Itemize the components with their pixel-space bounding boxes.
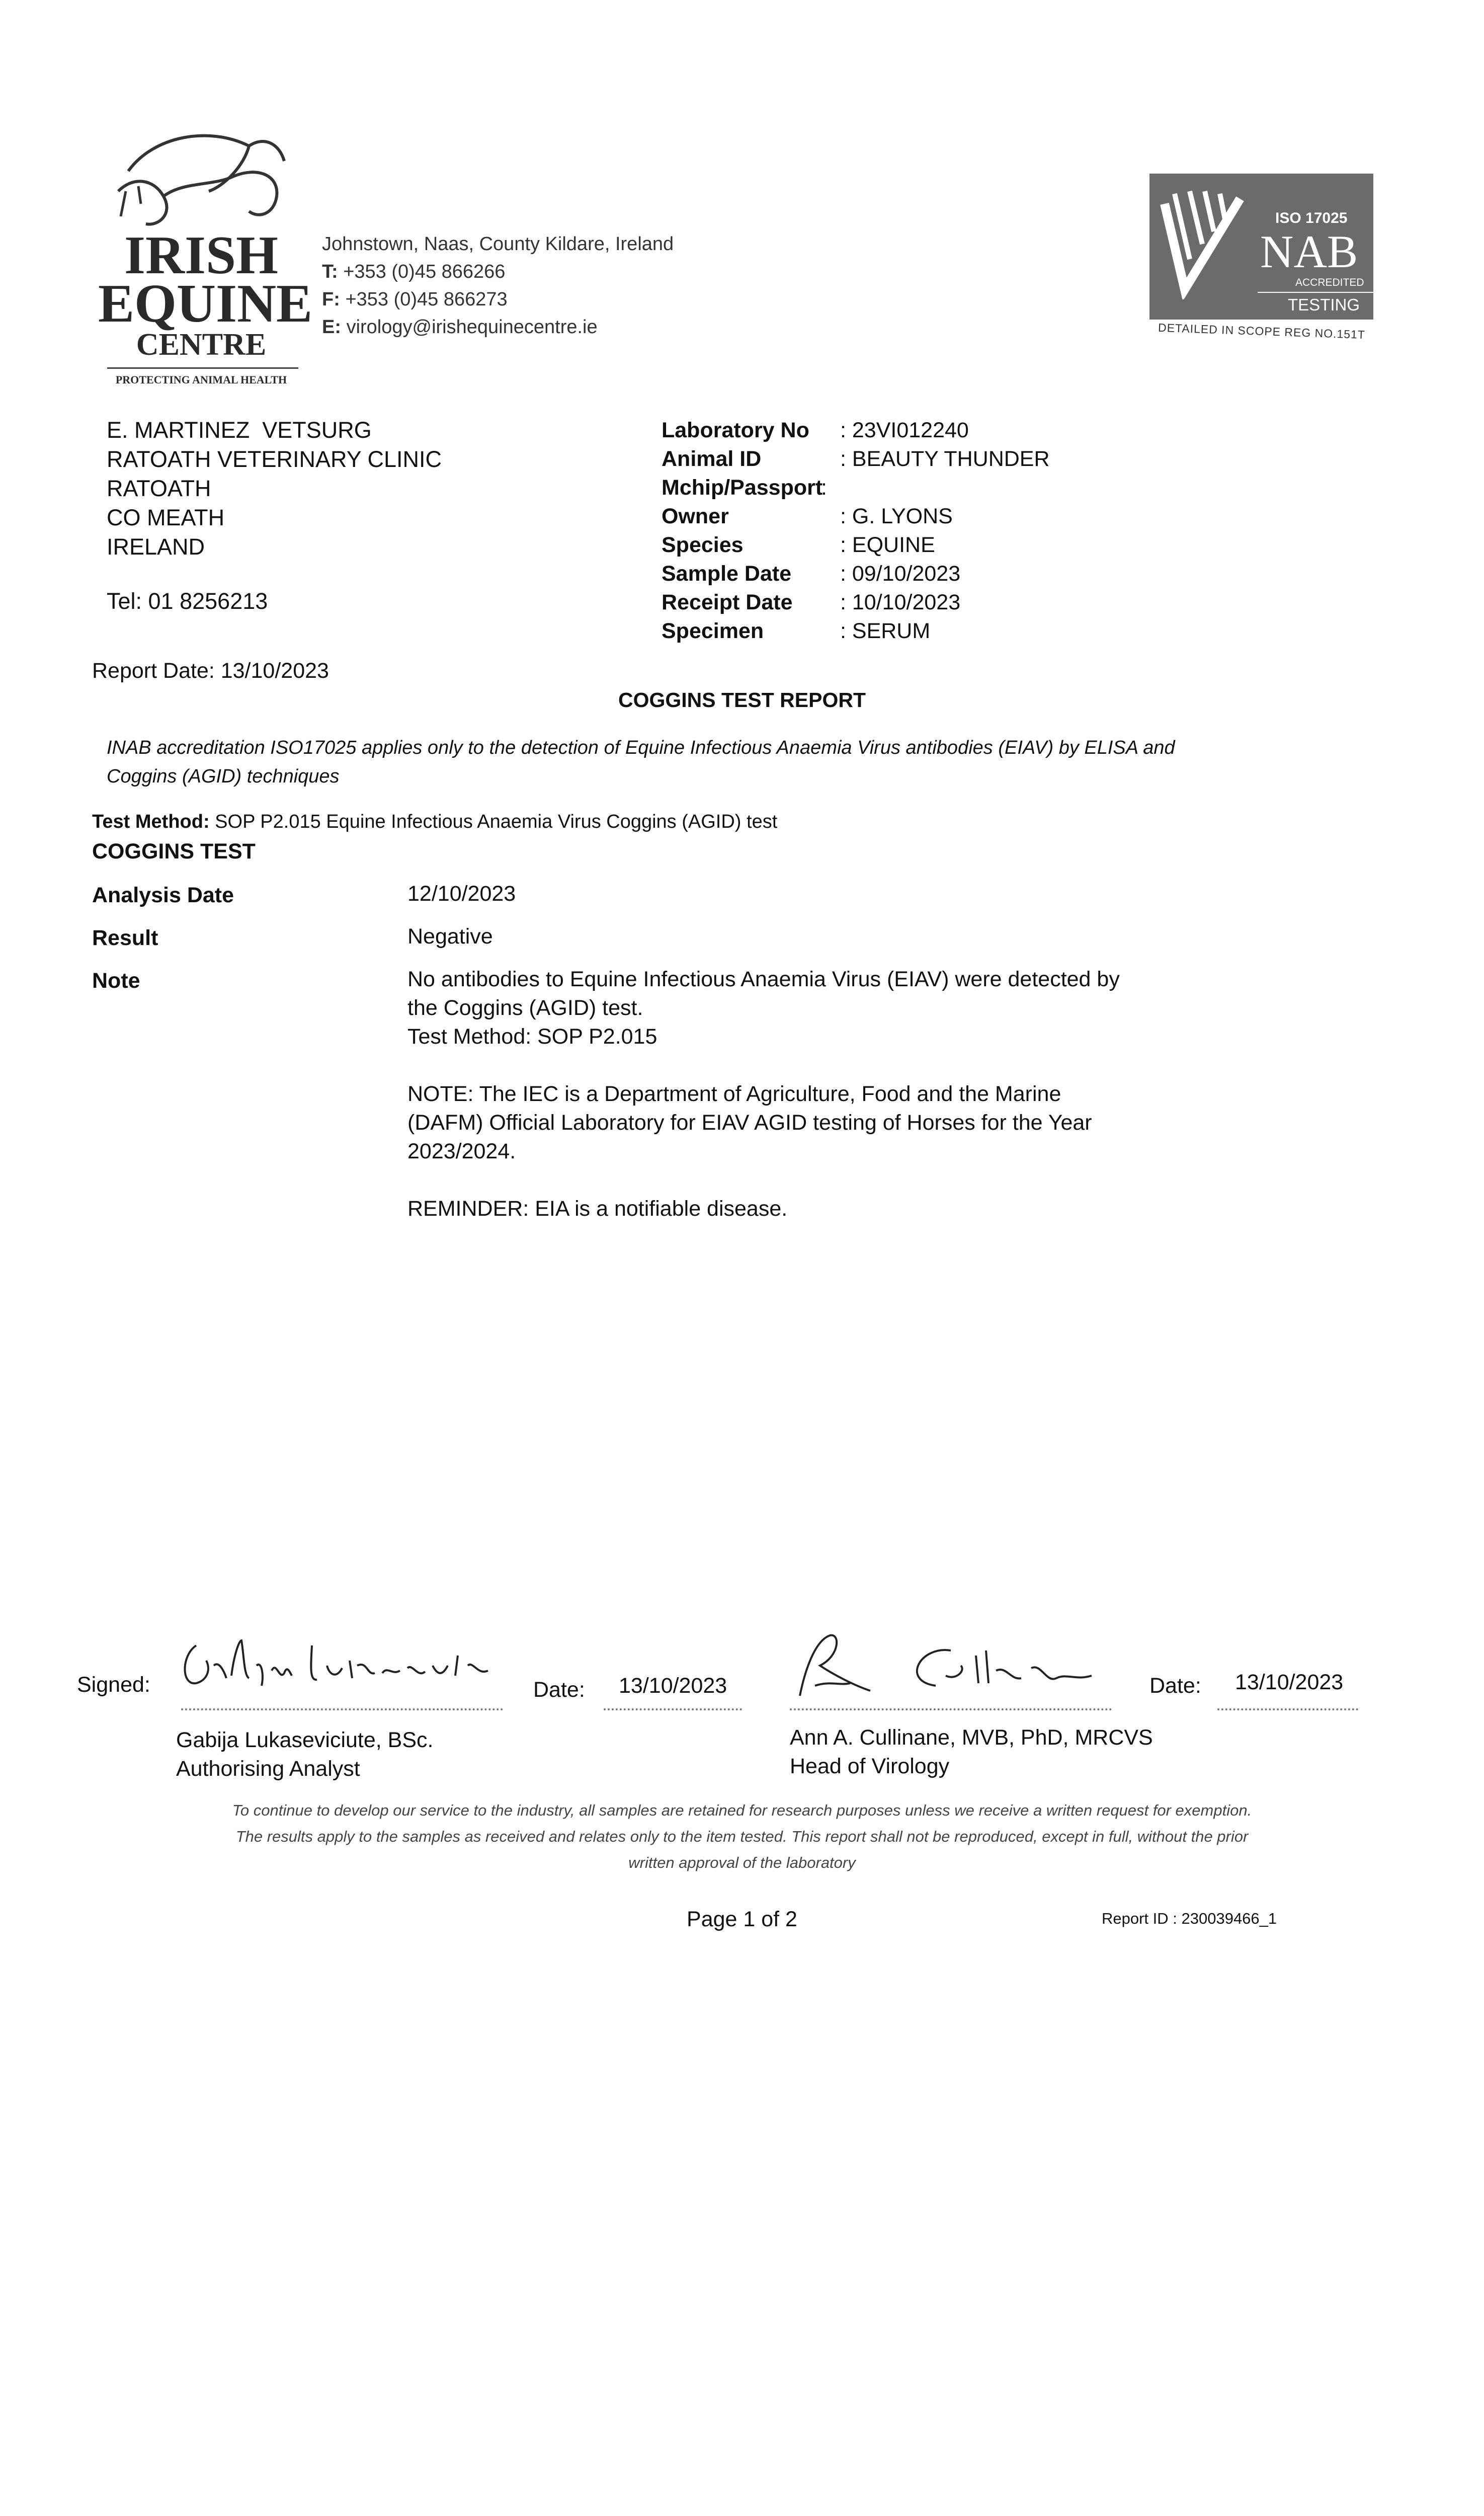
head-sign-line xyxy=(790,1708,1112,1710)
result-value: Negative xyxy=(407,924,493,949)
lab-row: Receipt Date : 10/10/2023 xyxy=(662,590,961,614)
email-line: E: virology@irishequinecentre.ie xyxy=(322,317,598,338)
note-body xyxy=(407,965,1162,1223)
report-id: Report ID : 230039466_1 xyxy=(1102,1910,1277,1927)
lab-row: Species : EQUINE xyxy=(662,533,935,557)
recipient-line-4: CO MEATH xyxy=(107,505,225,530)
analyst-date-label: Date: xyxy=(533,1678,585,1702)
test-method xyxy=(92,811,777,833)
inab-testing: TESTING xyxy=(1288,295,1360,314)
recipient-line-3: RATOATH xyxy=(107,476,211,501)
analyst-date-line xyxy=(604,1708,742,1710)
inab-tick-icon xyxy=(1155,184,1255,299)
note-spacer xyxy=(407,1051,1162,1080)
analyst-signature xyxy=(176,1625,508,1696)
lab-row: Owner : G. LYONS xyxy=(662,504,953,528)
analyst-name: Gabija Lukaseviciute, BSc. xyxy=(176,1728,434,1752)
phone-line: T: +353 (0)45 866266 xyxy=(322,261,506,282)
inab-reg: DETAILED IN SCOPE REG NO.151T xyxy=(1158,321,1366,342)
analysis-date-value: 12/10/2023 xyxy=(407,882,516,906)
head-date-label: Date: xyxy=(1149,1674,1201,1698)
note-line: REMINDER: EIA is a notifiable disease. xyxy=(407,1197,788,1221)
disclaimer-line-2: The results apply to the samples as received and relates only to the item tested. This report shall not be reproduced, except in full, without the prior xyxy=(235,1828,1249,1845)
analyst-signature-drawing xyxy=(176,1625,508,1696)
note-spacer xyxy=(407,1166,1162,1195)
recipient-line-2: RATOATH VETERINARY CLINIC xyxy=(107,446,442,472)
note-line: NOTE: The IEC is a Department of Agriculture, Food and the Marine xyxy=(407,1082,1061,1106)
lab-row: Sample Date : 09/10/2023 xyxy=(662,562,961,586)
recipient-address xyxy=(107,416,559,616)
logo-centre: CENTRE xyxy=(136,328,267,362)
disclaimer xyxy=(101,1797,1383,1876)
note-line: Test Method: SOP P2.015 xyxy=(407,1025,657,1049)
inab-accredited: ACCREDITED xyxy=(1295,277,1364,288)
head-date-line xyxy=(1217,1708,1358,1710)
note-line: (DAFM) Official Laboratory for EIAV AGID testing of Horses for the Year xyxy=(407,1111,1092,1135)
section-title: COGGINS TEST xyxy=(92,839,256,863)
report-title: COGGINS TEST REPORT xyxy=(618,688,866,712)
fax-line: F: +353 (0)45 866273 xyxy=(322,289,508,310)
lab-row: Laboratory No : 23VI012240 xyxy=(662,418,969,442)
note-label: Note xyxy=(92,969,140,993)
address-line: Johnstown, Naas, County Kildare, Ireland xyxy=(322,233,674,255)
analyst-title: Authorising Analyst xyxy=(176,1757,360,1781)
logo-tagline: PROTECTING ANIMAL HEALTH xyxy=(115,373,287,386)
recipient-line-5: IRELAND xyxy=(107,534,205,560)
test-method-label: Test Method: xyxy=(92,811,210,832)
accreditation-note-2: Coggins (AGID) techniques xyxy=(107,766,340,787)
note-line: the Coggins (AGID) test. xyxy=(407,996,643,1020)
test-method-value: SOP P2.015 Equine Infectious Anaemia Virus Coggins (AGID) test xyxy=(215,811,778,832)
recipient-tel: Tel: 01 8256213 xyxy=(107,588,268,614)
note-line: 2023/2024. xyxy=(407,1139,516,1163)
iec-logo xyxy=(98,116,313,398)
accreditation-note-1: INAB accreditation ISO17025 applies only to the detection of Equine Infectious Anaemia Virus antibodies (EIAV) by ELISA and xyxy=(107,737,1175,758)
head-title: Head of Virology xyxy=(790,1754,950,1778)
inab-badge xyxy=(1149,174,1376,345)
head-signature-drawing xyxy=(785,1620,1112,1701)
lab-details xyxy=(662,416,1165,646)
analysis-date-label: Analysis Date xyxy=(92,883,234,907)
inab-name: NAB xyxy=(1260,226,1358,277)
analyst-date: 13/10/2023 xyxy=(619,1674,727,1698)
signed-label: Signed: xyxy=(77,1673,150,1697)
note-line: No antibodies to Equine Infectious Anaemia Virus (EIAV) were detected by xyxy=(407,967,1120,991)
disclaimer-line-3: written approval of the laboratory xyxy=(628,1854,856,1871)
logo-rule xyxy=(107,367,298,369)
logo-equine: EQUINE xyxy=(98,274,313,334)
contact-block xyxy=(322,230,724,341)
report-date: Report Date: 13/10/2023 xyxy=(92,659,329,683)
page-number: Page 1 of 2 xyxy=(687,1907,797,1931)
head-date: 13/10/2023 xyxy=(1235,1670,1344,1694)
horse-bull-icon xyxy=(98,116,304,231)
disclaimer-line-1: To continue to develop our service to the industry, all samples are retained for research purposes unless we receive a written request for exemption. xyxy=(232,1801,1252,1819)
lab-row: Specimen : SERUM xyxy=(662,619,931,643)
head-signature xyxy=(785,1620,1112,1701)
logo-irish: IRISH xyxy=(124,225,279,285)
result-label: Result xyxy=(92,926,158,950)
lab-row: Animal ID : BEAUTY THUNDER xyxy=(662,447,1050,471)
recipient-line-1: E. MARTINEZ VETSURG xyxy=(107,417,372,443)
lab-row: Mchip/Passport : xyxy=(662,476,827,500)
inab-iso: ISO 17025 xyxy=(1275,210,1348,226)
analyst-sign-line xyxy=(181,1708,503,1710)
head-name: Ann A. Cullinane, MVB, PhD, MRCVS xyxy=(790,1725,1153,1750)
